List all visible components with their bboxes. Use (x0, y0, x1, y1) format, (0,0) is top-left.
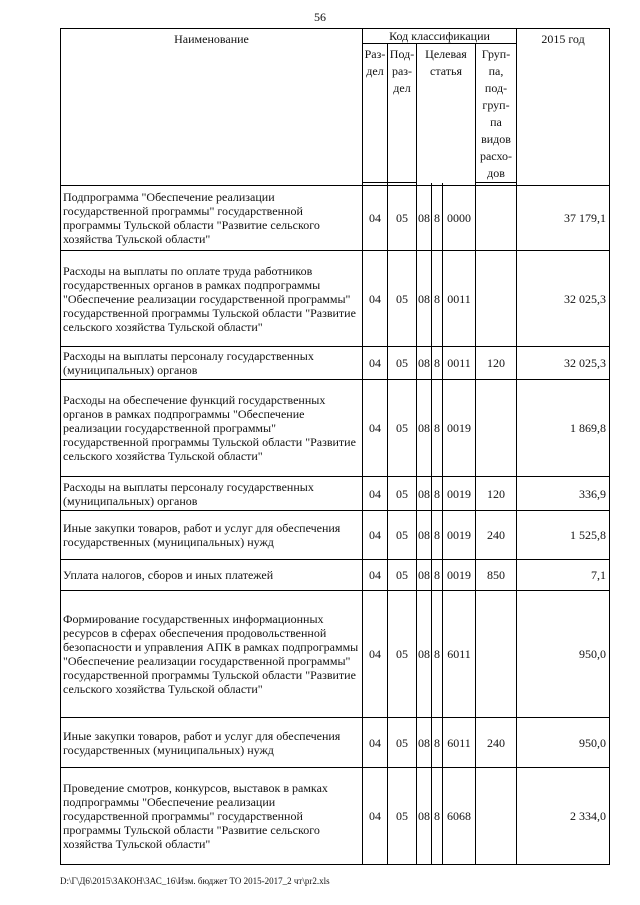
row-target-1: 08 (417, 560, 432, 591)
row-target-2: 8 (432, 560, 443, 591)
row-section: 04 (363, 718, 388, 768)
table-row (61, 768, 610, 865)
row-name: Подпрограмма "Обеспечение реализации государственной программы" государственной программы Тульской области "Развитие сельского хозяйства Тульской области" (61, 186, 363, 251)
row-section: 04 (363, 347, 388, 380)
row-target-2: 8 (432, 477, 443, 511)
row-target-3: 6011 (443, 718, 476, 768)
row-subsection: 05 (388, 186, 417, 251)
row-target-3: 0019 (443, 380, 476, 477)
row-target-1: 08 (417, 768, 432, 865)
row-subsection: 05 (388, 591, 417, 718)
row-target-3: 0019 (443, 477, 476, 511)
budget-table (60, 28, 610, 865)
row-section: 04 (363, 560, 388, 591)
row-name: Формирование государственных информационных ресурсов в сферах обеспечения продовольственной безопасности и управления АПК в рамках подпрограммы "Обеспечение реализации государственной программы" государственной программы Тульской области "Развитие сельского хозяйства Тульской области" (61, 591, 363, 718)
row-subsection: 05 (388, 768, 417, 865)
row-target-3: 0011 (443, 251, 476, 347)
header-expense-group: Груп- па, под- груп- па видов расхо- дов (476, 44, 517, 183)
row-group: 850 (476, 560, 517, 591)
table-header (61, 29, 610, 186)
row-section: 04 (363, 511, 388, 560)
row-target-3: 6011 (443, 591, 476, 718)
row-section: 04 (363, 186, 388, 251)
row-amount: 7,1 (517, 560, 610, 591)
table-row (61, 591, 610, 718)
row-target-1: 08 (417, 347, 432, 380)
row-subsection: 05 (388, 718, 417, 768)
row-target-2: 8 (432, 591, 443, 718)
row-section: 04 (363, 591, 388, 718)
row-name: Расходы на выплаты персоналу государственных (муниципальных) органов (61, 477, 363, 511)
row-amount: 950,0 (517, 718, 610, 768)
row-name: Расходы на выплаты персоналу государственных (муниципальных) органов (61, 347, 363, 380)
row-amount: 32 025,3 (517, 251, 610, 347)
row-amount: 1 869,8 (517, 380, 610, 477)
row-group (476, 591, 517, 718)
header-target-article: Целевая статья (417, 44, 476, 183)
row-amount: 37 179,1 (517, 186, 610, 251)
row-target-2: 8 (432, 380, 443, 477)
row-target-3: 0011 (443, 347, 476, 380)
row-subsection: 05 (388, 477, 417, 511)
row-target-1: 08 (417, 380, 432, 477)
row-group (476, 251, 517, 347)
row-target-2: 8 (432, 186, 443, 251)
row-target-2: 8 (432, 511, 443, 560)
row-name: Расходы на обеспечение функций государственных органов в рамках подпрограммы "Обеспечение реализации государственной программы" государственной программы Тульской области "Развитие сельского хозяйства Тульской области" (61, 380, 363, 477)
row-target-2: 8 (432, 718, 443, 768)
row-section: 04 (363, 380, 388, 477)
header-section: Раз- дел (363, 44, 388, 183)
row-group: 120 (476, 477, 517, 511)
row-group (476, 768, 517, 865)
page-number: 56 (314, 10, 326, 24)
row-target-3: 0000 (443, 186, 476, 251)
row-target-3: 6068 (443, 768, 476, 865)
row-amount: 1 525,8 (517, 511, 610, 560)
row-target-1: 08 (417, 186, 432, 251)
table-row (61, 251, 610, 347)
row-group: 240 (476, 718, 517, 768)
row-target-1: 08 (417, 591, 432, 718)
header-code-group: Код классификации (363, 29, 517, 44)
header-year: 2015 год (517, 29, 610, 186)
row-name: Уплата налогов, сборов и иных платежей (61, 560, 363, 591)
row-group: 240 (476, 511, 517, 560)
footer-file-path: D:\Г\Д6\2015\ЗАКОН\ЗАС_16\Изм. бюджет ТО 2015-2017_2 чт\pr2.xls (60, 876, 330, 886)
row-subsection: 05 (388, 511, 417, 560)
row-target-2: 8 (432, 251, 443, 347)
row-group (476, 380, 517, 477)
row-name: Расходы на выплаты по оплате труда работников государственных органов в рамках подпрограммы "Обеспечение реализации государственной программы" государственной программы Тульской области "Развитие сельского хозяйства Тульской области" (61, 251, 363, 347)
table-row (61, 477, 610, 511)
row-target-1: 08 (417, 251, 432, 347)
row-target-2: 8 (432, 347, 443, 380)
row-section: 04 (363, 477, 388, 511)
row-name: Проведение смотров, конкурсов, выставок в рамках подпрограммы "Обеспечение реализации государственной программы" государственной программы Тульской области "Развитие сельского хозяйства Тульской области" (61, 768, 363, 865)
row-subsection: 05 (388, 560, 417, 591)
row-subsection: 05 (388, 251, 417, 347)
row-target-2: 8 (432, 768, 443, 865)
row-amount: 2 334,0 (517, 768, 610, 865)
row-name: Иные закупки товаров, работ и услуг для обеспечения государственных (муниципальных) нужд (61, 511, 363, 560)
row-group: 120 (476, 347, 517, 380)
row-subsection: 05 (388, 347, 417, 380)
row-amount: 336,9 (517, 477, 610, 511)
table-row (61, 347, 610, 380)
row-target-1: 08 (417, 718, 432, 768)
table-row (61, 380, 610, 477)
row-target-3: 0019 (443, 511, 476, 560)
table-row (61, 718, 610, 768)
row-target-3: 0019 (443, 560, 476, 591)
header-subsection: Под- раз- дел (388, 44, 417, 183)
row-section: 04 (363, 251, 388, 347)
row-amount: 32 025,3 (517, 347, 610, 380)
table-row (61, 511, 610, 560)
row-amount: 950,0 (517, 591, 610, 718)
row-subsection: 05 (388, 380, 417, 477)
row-target-1: 08 (417, 511, 432, 560)
row-name: Иные закупки товаров, работ и услуг для обеспечения государственных (муниципальных) нужд (61, 718, 363, 768)
table-row (61, 186, 610, 251)
table-row (61, 560, 610, 591)
row-group (476, 186, 517, 251)
row-section: 04 (363, 768, 388, 865)
row-target-1: 08 (417, 477, 432, 511)
header-name: Наименование (61, 29, 363, 186)
